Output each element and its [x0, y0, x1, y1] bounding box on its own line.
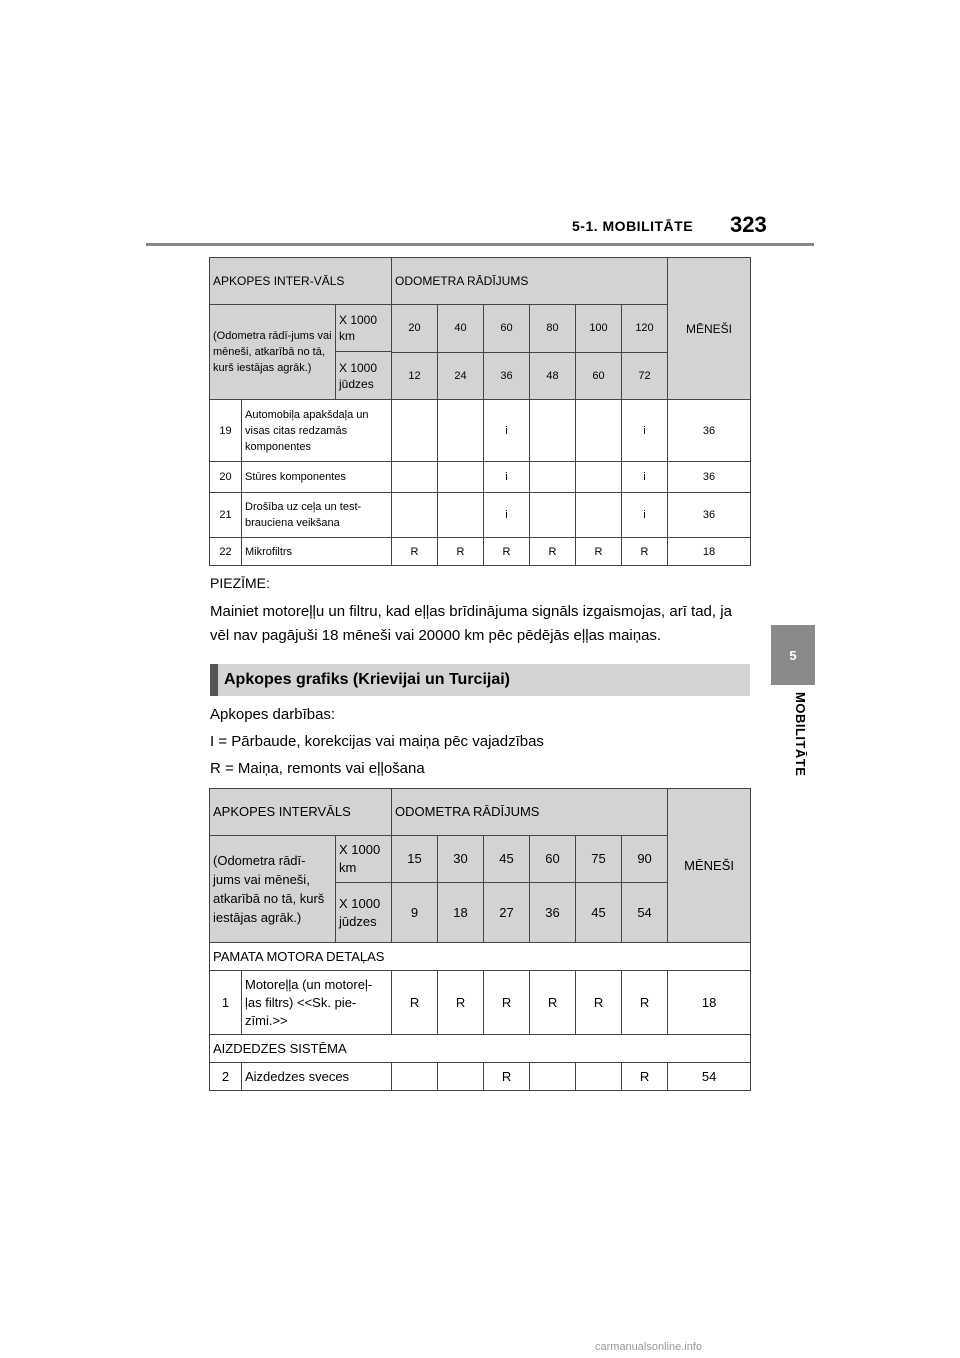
header-rule	[146, 243, 814, 246]
row-item: Mikrofiltrs	[242, 538, 392, 566]
row-value: R	[484, 538, 530, 566]
km-value: 75	[576, 836, 622, 883]
row-item: Automobiļa apakšdaļa un visas citas redzamās komponentes	[242, 400, 392, 462]
row-value	[576, 493, 622, 538]
row-value	[392, 400, 438, 462]
table-row	[210, 1063, 751, 1091]
row-value	[438, 493, 484, 538]
row-value: R	[622, 1063, 668, 1091]
km-value: 15	[392, 836, 438, 883]
chapter-number: 5	[789, 647, 797, 663]
section-title-bar	[210, 664, 750, 696]
miles-value: 27	[484, 883, 530, 943]
row-value	[438, 462, 484, 493]
note-text: Mainiet motoreļļu un filtru, kad eļļas brīdinājuma signāls izgaismojas, arī tad, ja vēl nav pagājuši 18 mēneši vai 20000 km pēc pēdējās eļļas maiņas.	[210, 603, 732, 644]
km-value: 60	[530, 836, 576, 883]
table-row	[210, 400, 751, 462]
row-value: i	[484, 400, 530, 462]
group-header: AIZDEDZES SISTĒMA	[210, 1035, 751, 1063]
row-value	[576, 462, 622, 493]
miles-label: X 1000 jūdzes	[339, 895, 381, 929]
maintenance-table-1	[209, 257, 751, 566]
row-value: R	[438, 538, 484, 566]
row-months: 18	[668, 971, 751, 1035]
miles-value: 60	[576, 352, 622, 400]
miles-value: 9	[392, 883, 438, 943]
row-value: i	[622, 462, 668, 493]
row-months: 36	[668, 462, 751, 493]
miles-value: 45	[576, 883, 622, 943]
miles-label: X 1000 jūdzes	[339, 360, 378, 391]
row-number: 20	[210, 462, 242, 493]
table-row	[210, 538, 751, 566]
row-value	[576, 400, 622, 462]
km-label: X 1000 km	[336, 836, 391, 883]
table-row	[210, 971, 751, 1035]
row-months: 18	[668, 538, 751, 566]
section-header: 5-1. MOBILITĀTE	[572, 218, 694, 234]
miles-value: 48	[530, 352, 576, 400]
row-value	[530, 1063, 576, 1091]
note-label: PIEZĪME:	[210, 575, 270, 591]
maintenance-table-2	[209, 788, 751, 1091]
row-value	[576, 1063, 622, 1091]
miles-value: 24	[438, 352, 484, 400]
row-number: 21	[210, 493, 242, 538]
odometer-header: ODOMETRA RĀDĪJUMS	[392, 789, 668, 836]
legend-i: I = Pārbaude, korekcijas vai maiņa pēc vajadzības	[210, 733, 544, 750]
row-value: i	[622, 400, 668, 462]
row-value: R	[484, 1063, 530, 1091]
row-value: i	[622, 493, 668, 538]
km-value: 45	[484, 836, 530, 883]
interval-header: APKOPES INTER-VĀLS	[210, 258, 392, 305]
km-value: 120	[622, 305, 668, 353]
row-value	[392, 1063, 438, 1091]
row-item: Motoreļļa (un motoreļ-ļas filtrs) <<Sk. pie-zīmi.>>	[242, 971, 392, 1035]
row-value: R	[576, 971, 622, 1035]
row-value: R	[484, 971, 530, 1035]
row-value: R	[530, 538, 576, 566]
miles-value: 18	[438, 883, 484, 943]
actions-label: Apkopes darbības:	[210, 706, 336, 723]
months-header: MĒNEŠI	[668, 258, 751, 400]
km-value: 90	[622, 836, 668, 883]
km-value: 60	[484, 305, 530, 353]
row-number: 19	[210, 400, 242, 462]
group-header: PAMATA MOTORA DETAĻAS	[210, 943, 751, 971]
page-number: 323	[730, 212, 767, 237]
table-row	[210, 462, 751, 493]
row-value	[392, 493, 438, 538]
row-value	[392, 462, 438, 493]
row-value: R	[438, 971, 484, 1035]
row-value: i	[484, 462, 530, 493]
row-number: 22	[210, 538, 242, 566]
row-number: 2	[210, 1063, 242, 1091]
row-item: Drošība uz ceļa un test-brauciena veikšana	[242, 493, 392, 538]
interval-note: (Odometra rādī-jums vai mēneši, atkarībā no tā, kurš iestājas agrāk.)	[213, 330, 332, 374]
km-value: 100	[576, 305, 622, 353]
section-accent	[210, 664, 218, 696]
row-value	[530, 462, 576, 493]
row-value: R	[530, 971, 576, 1035]
odometer-header: ODOMETRA RĀDĪJUMS	[392, 258, 668, 305]
row-value	[530, 400, 576, 462]
chapter-tab	[771, 625, 815, 685]
row-value	[438, 1063, 484, 1091]
row-value: R	[622, 538, 668, 566]
months-header: MĒNEŠI	[668, 789, 751, 943]
row-value	[530, 493, 576, 538]
watermark: carmanualsonline.info	[595, 1341, 703, 1353]
miles-value: 72	[622, 352, 668, 400]
row-item: Stūres komponentes	[242, 462, 392, 493]
interval-note-cell	[210, 836, 392, 943]
row-value	[438, 400, 484, 462]
km-value: 20	[392, 305, 438, 353]
interval-note-cell	[210, 305, 392, 400]
row-months: 36	[668, 493, 751, 538]
km-value: 30	[438, 836, 484, 883]
interval-note: (Odometra rādī-jums vai mēneši, atkarībā no tā, kurš iestājas agrāk.)	[213, 853, 325, 925]
row-value: R	[392, 538, 438, 566]
section-title: Apkopes grafiks (Krievijai un Turcijai)	[224, 671, 510, 688]
legend-r: R = Maiņa, remonts vai eļļošana	[210, 760, 425, 777]
row-item: Aizdedzes sveces	[242, 1063, 392, 1091]
miles-value: 12	[392, 352, 438, 400]
row-value: R	[622, 971, 668, 1035]
row-months: 54	[668, 1063, 751, 1091]
row-months: 36	[668, 400, 751, 462]
table-row	[210, 493, 751, 538]
km-value: 80	[530, 305, 576, 353]
row-value: R	[576, 538, 622, 566]
miles-value: 54	[622, 883, 668, 943]
miles-value: 36	[484, 352, 530, 400]
row-value: i	[484, 493, 530, 538]
km-label: X 1000 km	[336, 305, 391, 352]
km-value: 40	[438, 305, 484, 353]
interval-header: APKOPES INTERVĀLS	[210, 789, 392, 836]
chapter-label: MOBILITĀTE	[793, 692, 808, 777]
miles-value: 36	[530, 883, 576, 943]
row-number: 1	[210, 971, 242, 1035]
row-value: R	[392, 971, 438, 1035]
